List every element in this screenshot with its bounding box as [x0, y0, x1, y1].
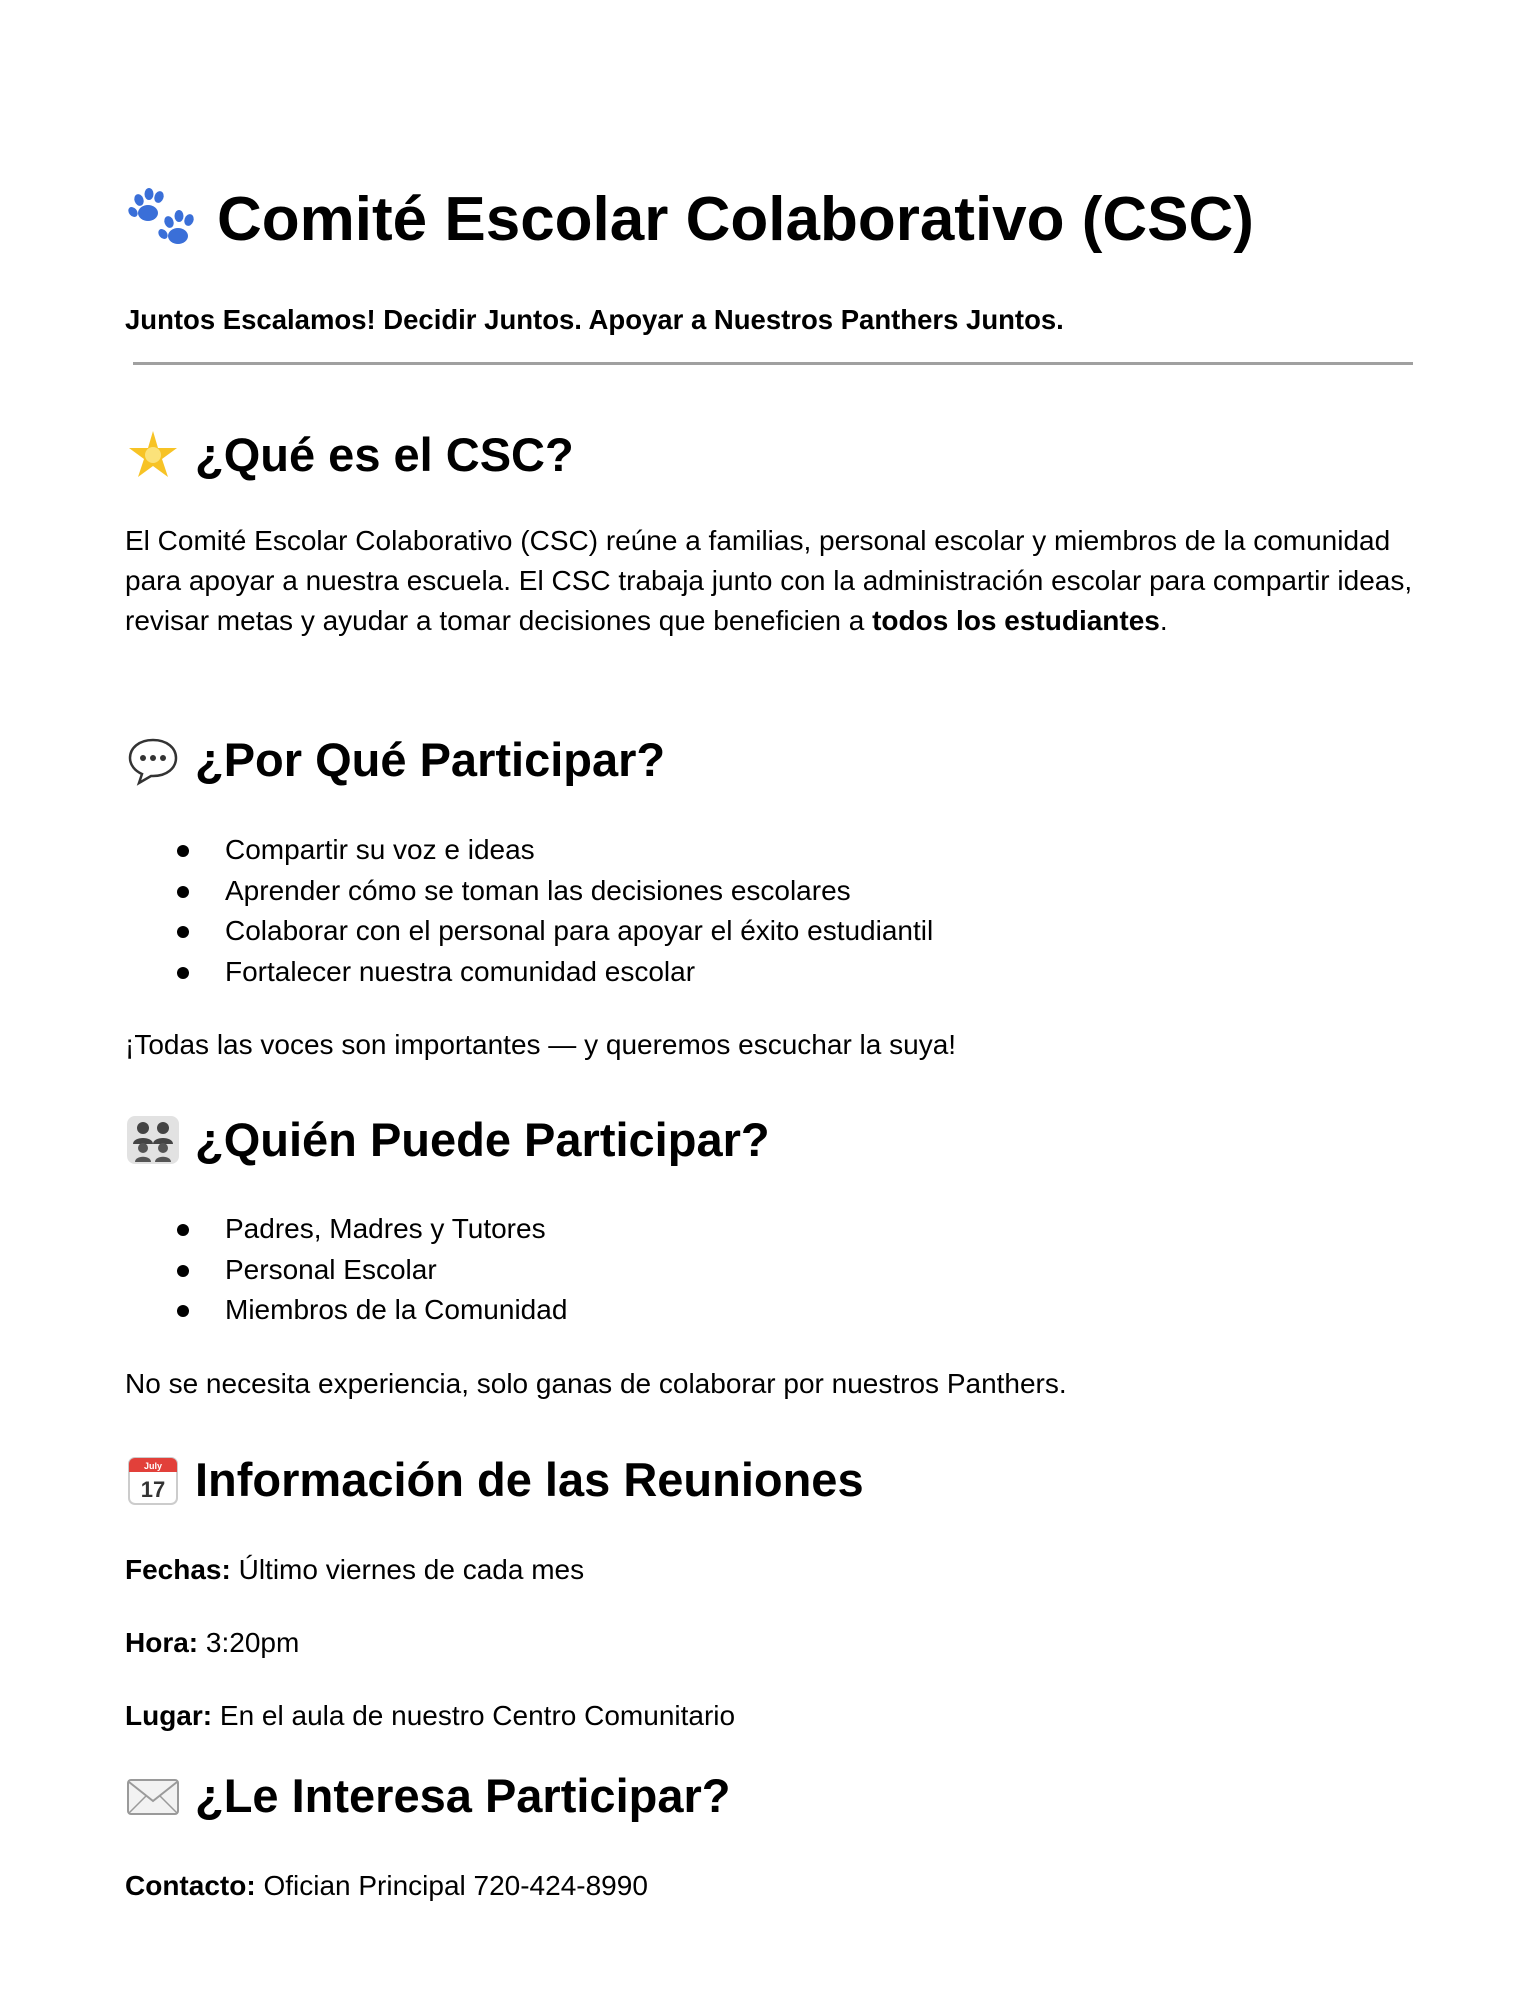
envelope-icon — [125, 1768, 181, 1824]
paw-prints-icon — [125, 188, 197, 252]
horizontal-divider — [133, 362, 1413, 365]
calendar-icon — [125, 1452, 181, 1508]
field-label: Lugar: — [125, 1700, 213, 1731]
calendar-month: July — [143, 1460, 163, 1471]
heading-why-participate — [125, 730, 665, 792]
meeting-time — [125, 1623, 299, 1663]
field-label: Fechas: — [125, 1554, 231, 1585]
field-value: Último viernes de cada mes — [238, 1554, 585, 1585]
field-value: En el aula de nuestro Centro Comunitario — [219, 1700, 736, 1731]
list-item: Miembros de la Comunidad — [125, 1290, 567, 1331]
why-closing: ¡Todas las voces son importantes — y queremos escuchar la suya! — [125, 1029, 957, 1060]
what-paragraph-text: El Comité Escolar Colaborativo (CSC) reúne a familias, personal escolar y miembros de la comunidad para apoyar a nuestra escuela. El CSC trabaja junto con la administración escolar para compartir ideas, revisar metas y ayudar a tomar decisiones que beneficien a — [125, 525, 1413, 636]
heading-text: ¿Qué es el CSC? — [195, 428, 574, 481]
field-value: 3:20pm — [205, 1627, 300, 1658]
contact-info — [125, 1866, 648, 1906]
what-paragraph-bold: todos los estudiantes — [872, 605, 1160, 636]
who-closing: No se necesita experiencia, solo ganas de colaborar por nuestros Panthers. — [125, 1368, 1067, 1399]
list-item: Colaborar con el personal para apoyar el éxito estudiantil — [125, 911, 933, 952]
list-item: Fortalecer nuestra comunidad escolar — [125, 952, 933, 993]
heading-text: ¿Quién Puede Participar? — [195, 1113, 770, 1166]
heading-text: ¿Por Qué Participar? — [195, 733, 666, 786]
list-item: Personal Escolar — [125, 1250, 567, 1291]
heading-interested — [125, 1766, 730, 1828]
speech-bubble-icon — [125, 732, 181, 788]
why-list — [125, 830, 933, 992]
meeting-dates — [125, 1550, 584, 1590]
page-title — [125, 180, 1254, 260]
field-label: Hora: — [125, 1627, 199, 1658]
list-item: Aprender cómo se toman las decisiones escolares — [125, 871, 933, 912]
field-label: Contacto: — [125, 1870, 256, 1901]
heading-meeting-info — [125, 1450, 864, 1512]
calendar-day: 17 — [140, 1476, 166, 1502]
family-icon — [125, 1112, 181, 1168]
what-paragraph-end: . — [1159, 605, 1168, 636]
list-item: Padres, Madres y Tutores — [125, 1209, 567, 1250]
subtitle: Juntos Escalamos! Decidir Juntos. Apoyar a Nuestros Panthers Juntos. — [125, 304, 1064, 335]
heading-who-participate — [125, 1110, 770, 1172]
what-paragraph — [125, 521, 1415, 641]
star-icon — [125, 427, 181, 483]
heading-text: ¿Le Interesa Participar? — [195, 1769, 731, 1822]
who-list — [125, 1209, 567, 1331]
meeting-place — [125, 1696, 735, 1736]
heading-text: Información de las Reuniones — [195, 1453, 864, 1506]
heading-what-is-csc — [125, 425, 574, 487]
title-text: Comité Escolar Colaborativo (CSC) — [217, 185, 1254, 254]
list-item: Compartir su voz e ideas — [125, 830, 933, 871]
field-value: Ofician Principal 720-424-8990 — [263, 1870, 648, 1901]
